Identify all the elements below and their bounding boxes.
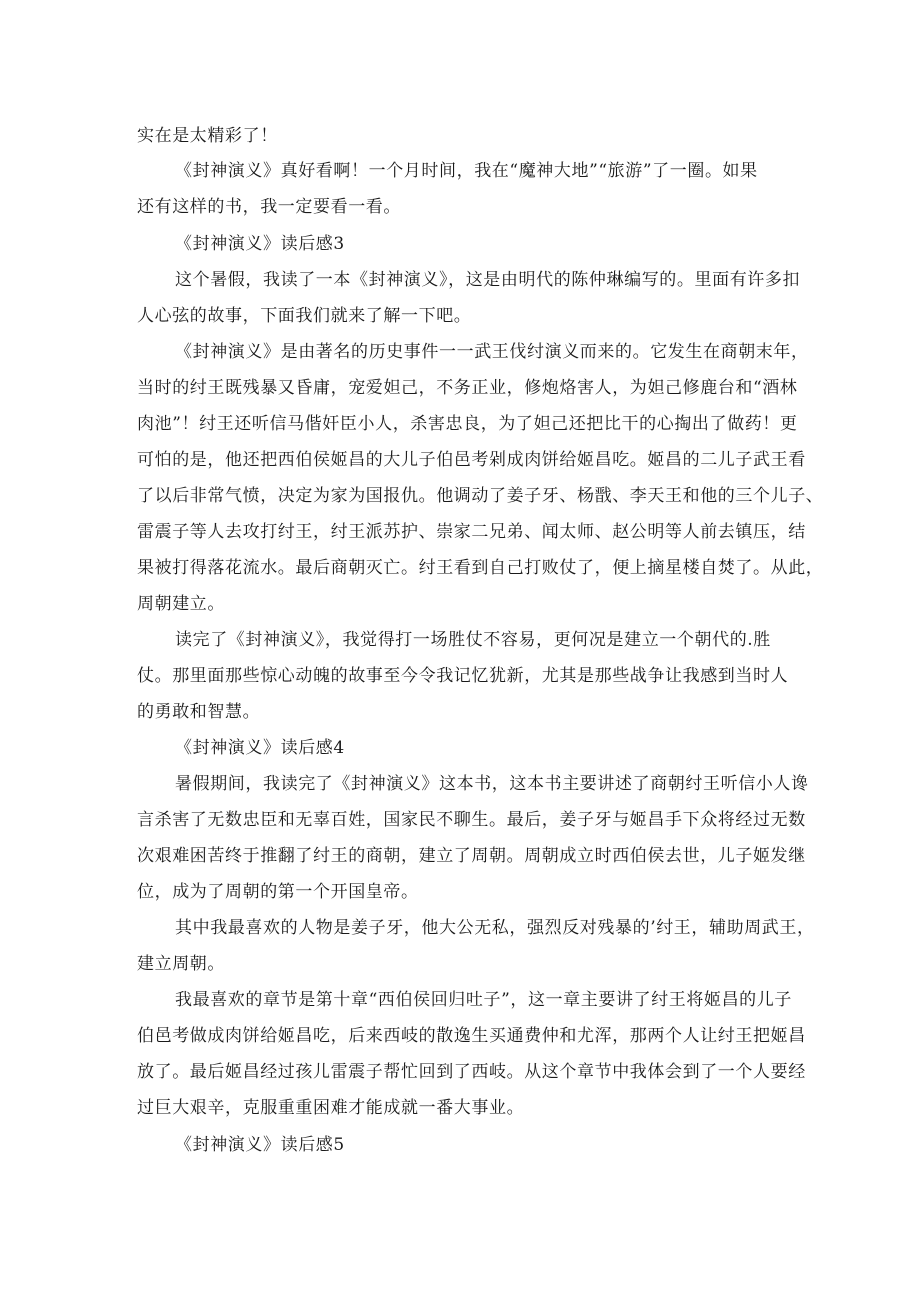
text-line: 言杀害了无数忠臣和无辜百姓，国家民不聊生。最后，姜子牙与姬昌手下众将经过无数 (137, 810, 806, 830)
text-line: 位，成为了周朝的第一个开国皇帝。 (137, 882, 419, 902)
section-heading: 《封神演义》读后感5 (175, 1135, 345, 1155)
text-line: 读完了《封神演义》，我觉得打一场胜仗不容易，更何况是建立一个朝代的.胜 (175, 630, 771, 650)
text-line: 建立周朝。 (137, 954, 225, 974)
text-line: 当时的纣王既残暴又昏庸，宠爱妲己，不务正业，修炮烙害人，为妲己修鹿台和“酒林 (137, 378, 798, 398)
text-line: 伯邑考做成肉饼给姬昌吃，后来西岐的散逸生买通费仲和尤浑，那两个人让纣王把姬昌 (137, 1026, 806, 1046)
text-line: 我最喜欢的章节是第十章“西伯侯回归吐子”，这一章主要讲了纣王将姬昌的儿子 (175, 990, 792, 1010)
text-line: 人心弦的故事，下面我们就来了解一下吧。 (137, 306, 472, 326)
text-line: 可怕的是，他还把西伯侯姬昌的大儿子伯邑考剁成肉饼给姬昌吃。姬昌的二儿子武王看 (137, 450, 806, 470)
text-line: 《封神演义》是由著名的历史事件一一武王伐纣演义而来的。它发生在商朝末年， (175, 342, 809, 362)
text-line: 雷震子等人去攻打纣王，纣王派苏护、崇家二兄弟、闻太师、赵公明等人前去镇压，结 (137, 522, 806, 542)
text-line: 次艰难困苦终于推翻了纣王的商朝，建立了周朝。周朝成立时西伯侯去世，儿子姬发继 (137, 846, 806, 866)
text-line: 周朝建立。 (137, 594, 225, 614)
text-line: 《封神演义》真好看啊！一个月时间，我在“魔神大地”“旅游”了一圈。如果 (175, 161, 758, 181)
text-line: 实在是太精彩了！ (137, 126, 278, 146)
section-heading: 《封神演义》读后感3 (175, 234, 345, 254)
text-line: 其中我最喜欢的人物是姜子牙，他大公无私，强烈反对残暴的’纣王，辅助周武王， (175, 918, 815, 938)
text-line: 这个暑假，我读了一本《封神演义》，这是由明代的陈仲琳编写的。里面有许多扣 (175, 270, 801, 290)
text-line: 还有这样的书，我一定要看一看。 (137, 197, 401, 217)
text-line: 的勇敢和智慧。 (137, 702, 261, 722)
text-line: 仗。那里面那些惊心动魄的故事至今令我记忆犹新，尤其是那些战争让我感到当时人 (137, 666, 789, 686)
text-line: 放了。最后姬昌经过孩儿雷震子帮忙回到了西岐。从这个章节中我体会到了一个人要经 (137, 1062, 806, 1082)
text-line: 果被打得落花流水。最后商朝灭亡。纣王看到自己打败仗了，便上摘星楼自焚了。从此， (137, 558, 824, 578)
text-line: 肉池”！纣王还听信马偕奸臣小人，杀害忠良，为了妲己还把比干的心掏出了做药！更 (137, 414, 798, 434)
section-heading: 《封神演义》读后感4 (175, 738, 345, 758)
text-line: 了以后非常气愤，决定为家为国报仇。他调动了姜子牙、杨戬、李天王和他的三个儿子、 (137, 486, 824, 506)
text-line: 暑假期间，我读完了《封神演义》这本书，这本书主要讲述了商朝纣王听信小人谗 (175, 774, 809, 794)
text-line: 过巨大艰辛，克服重重困难才能成就一番大事业。 (137, 1098, 525, 1118)
